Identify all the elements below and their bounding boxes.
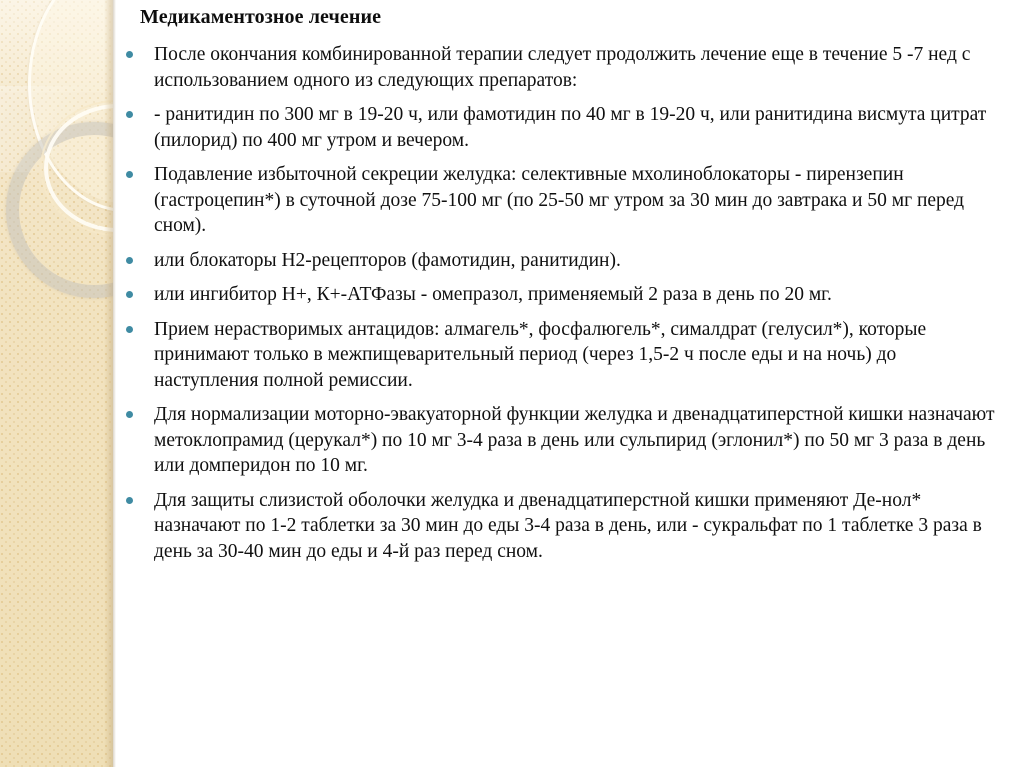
list-item [118, 248, 998, 274]
list-item [118, 42, 998, 93]
slide-content [118, 0, 1018, 767]
decorative-sidebar [0, 0, 113, 767]
list-item [118, 162, 998, 239]
list-item [118, 488, 998, 565]
bullet-list [118, 42, 998, 573]
bullet-dot-icon [126, 291, 133, 298]
list-item-text: Прием нерастворимых антацидов: алмагель*, фосфалюгель*, сималдрат (гелусил*), которые принимают только в межпищеварительный период (через 1,5-2 ч после еды и на ночь) до наступления полной ремиссии. [154, 318, 927, 391]
list-item [118, 402, 998, 479]
bullet-dot-icon [126, 411, 133, 418]
sidebar-texture-pattern [0, 0, 113, 767]
list-item [118, 317, 998, 394]
list-item-text: - ранитидин по 300 мг в 19-20 ч, или фамотидин по 40 мг в 19-20 ч, или ранитидина висмута цитрат (пилорид) по 400 мг утром и вечером. [154, 104, 987, 151]
bullet-dot-icon [126, 326, 133, 333]
bullet-dot-icon [126, 111, 133, 118]
list-item [118, 282, 998, 308]
list-item-text: Для нормализации моторно-эвакуаторной функции желудка и двенадцатиперстной кишки назначают метоклопрамид (церукал*) по 10 мг 3-4 раза в день или сульпирид (эглонил*) по 50 мг 3 раза в день или домперидон по 10 мг. [154, 404, 995, 476]
list-item-text: После окончания комбинированной терапии следует продолжить лечение еще в течение 5 -7 нед с использованием одного из следующих препаратов: [154, 44, 971, 91]
bullet-dot-icon [126, 171, 133, 178]
page-title: Медикаментозное лечение [140, 6, 382, 28]
list-item [118, 102, 998, 153]
bullet-dot-icon [126, 257, 133, 264]
list-item-text: или блокаторы Н2-рецепторов (фамотидин, ранитидин). [154, 249, 621, 271]
list-item-text: Для защиты слизистой оболочки желудка и двенадцатиперстной кишки применяют Де-нол* назначают по 1-2 таблетки за 30 мин до еды 3-4 раза в день, или - сукральфат по 1 таблетке 3 раза в день за 30-40 мин до еды и 4-й раз перед сном. [154, 489, 982, 562]
list-item-text: Подавление избыточной секреции желудка: селективные мхолиноблокаторы - пирензепин (гастроцепин*) в суточной дозе 75-100 мг (по 25-50 мг утром за 30 мин до завтрака и 50 мг перед сном). [154, 164, 965, 236]
bullet-dot-icon [126, 51, 133, 58]
list-item-text: или ингибитор Н+, К+-АТФазы - омепразол, применяемый 2 раза в день по 20 мг. [154, 284, 832, 305]
bullet-dot-icon [126, 497, 133, 504]
